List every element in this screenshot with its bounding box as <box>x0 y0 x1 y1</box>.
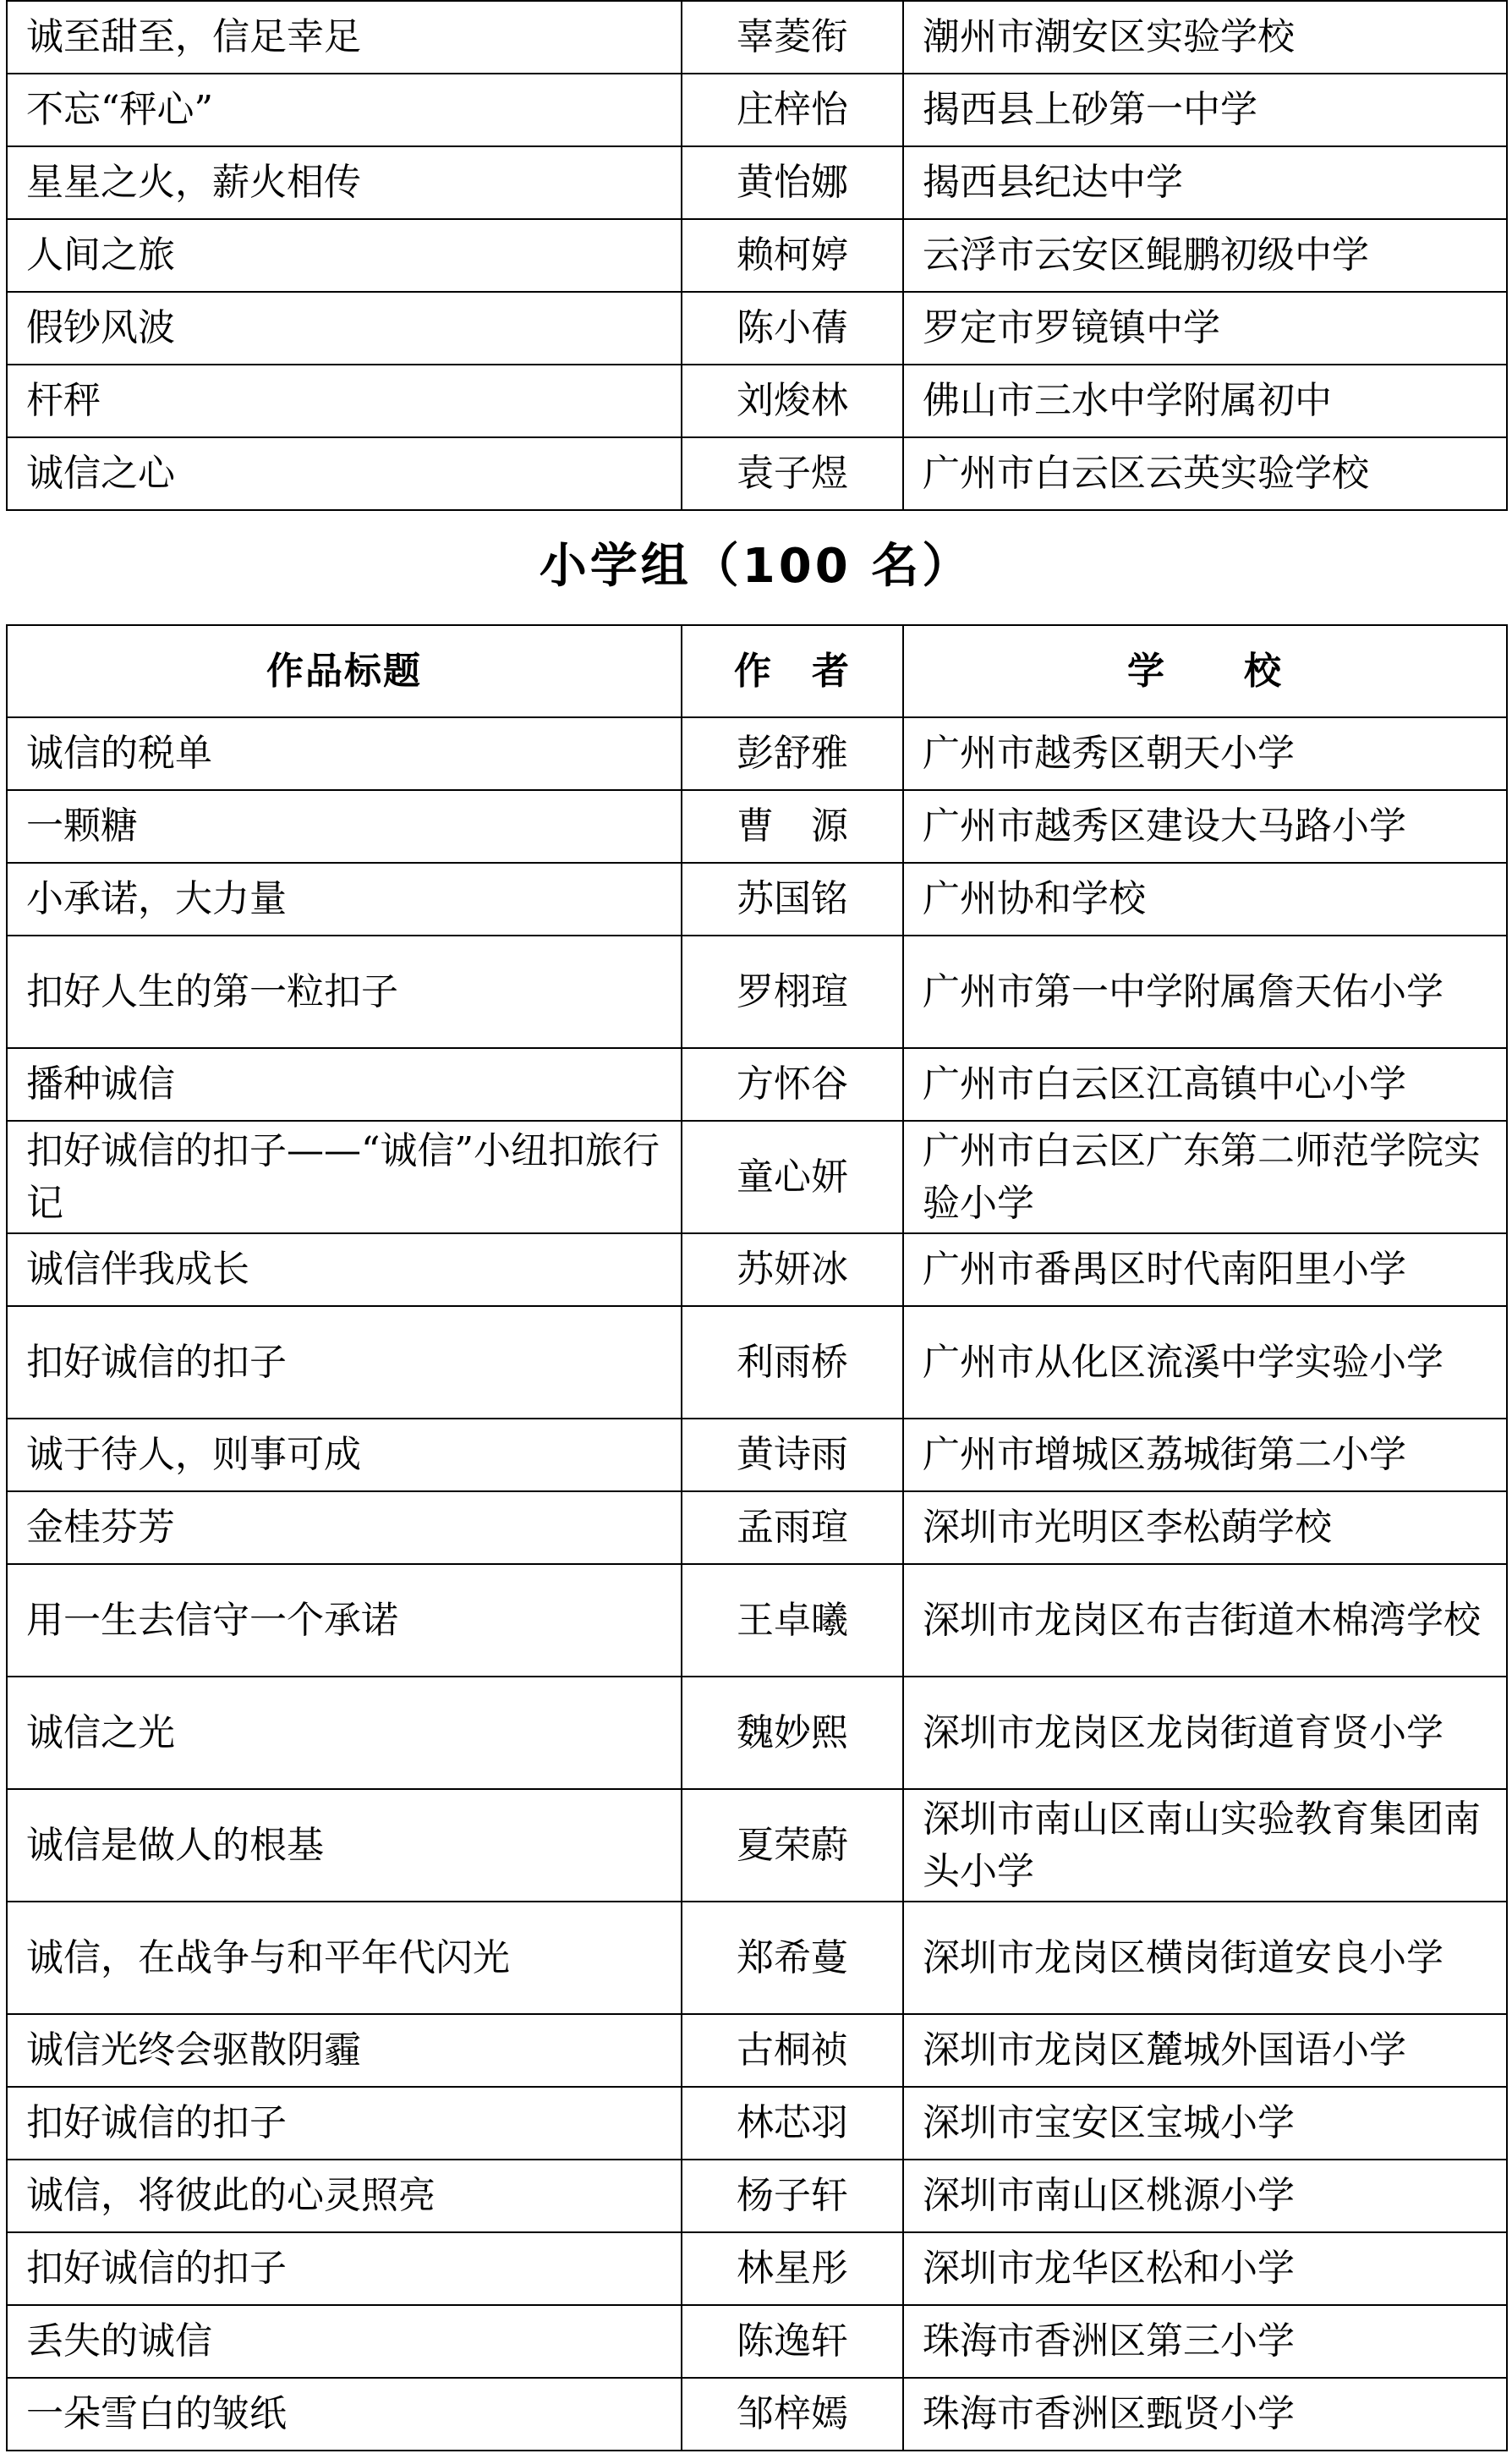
table-row <box>7 2305 1507 2378</box>
author-cell: 罗栩瑄 <box>682 936 903 1048</box>
author-cell: 孟雨瑄 <box>682 1491 903 1564</box>
school-cell: 潮州市潮安区实验学校 <box>903 1 1507 74</box>
work-title-cell: 小承诺，大力量 <box>7 863 682 936</box>
work-title-cell: 扣好诚信的扣子 <box>7 1306 682 1419</box>
author-cell: 苏妍冰 <box>682 1233 903 1306</box>
table-row <box>7 1902 1507 2014</box>
primary-school-table <box>6 624 1508 2451</box>
school-cell: 深圳市龙岗区龙岗街道育贤小学 <box>903 1677 1507 1789</box>
table-row <box>7 2087 1507 2160</box>
table-row <box>7 1564 1507 1677</box>
school-cell: 深圳市龙岗区布吉街道木棉湾学校 <box>903 1564 1507 1677</box>
school-cell: 广州市增城区荔城街第二小学 <box>903 1419 1507 1491</box>
author-cell: 辜菱衔 <box>682 1 903 74</box>
table-row <box>7 1306 1507 1419</box>
author-cell: 彭舒雅 <box>682 717 903 790</box>
table-row <box>7 2378 1507 2451</box>
school-cell: 广州协和学校 <box>903 863 1507 936</box>
author-cell: 陈小蒨 <box>682 292 903 365</box>
author-cell: 古桐祯 <box>682 2014 903 2087</box>
table-row <box>7 936 1507 1048</box>
author-cell: 赖柯婷 <box>682 219 903 292</box>
work-title-cell: 诚信，在战争与和平年代闪光 <box>7 1902 682 2014</box>
table-row <box>7 2160 1507 2232</box>
author-cell: 黄怡娜 <box>682 146 903 219</box>
table-row <box>7 2232 1507 2305</box>
author-cell: 童心妍 <box>682 1121 903 1233</box>
work-title-cell: 诚信的税单 <box>7 717 682 790</box>
school-cell: 珠海市香洲区甄贤小学 <box>903 2378 1507 2451</box>
work-title-cell: 星星之火，薪火相传 <box>7 146 682 219</box>
author-cell: 曹 源 <box>682 790 903 863</box>
work-title-cell: 一朵雪白的皱纸 <box>7 2378 682 2451</box>
work-title-cell: 金桂芬芳 <box>7 1491 682 1564</box>
work-title-cell: 一颗糖 <box>7 790 682 863</box>
work-title-cell: 假钞风波 <box>7 292 682 365</box>
work-title-cell: 诚信光终会驱散阴霾 <box>7 2014 682 2087</box>
table-row <box>7 2014 1507 2087</box>
table-row <box>7 1419 1507 1491</box>
header-school: 学 校 <box>903 625 1507 717</box>
work-title-cell: 杆秤 <box>7 365 682 437</box>
school-cell: 深圳市龙岗区麓城外国语小学 <box>903 2014 1507 2087</box>
work-title-cell: 诚信之心 <box>7 437 682 510</box>
section-title: 小学组（100 名） <box>539 539 973 594</box>
author-cell: 庄梓怡 <box>682 74 903 146</box>
author-cell: 陈逸轩 <box>682 2305 903 2378</box>
author-cell: 黄诗雨 <box>682 1419 903 1491</box>
table-row <box>7 292 1507 365</box>
table-row <box>7 74 1507 146</box>
work-title-cell: 扣好诚信的扣子 <box>7 2232 682 2305</box>
school-cell: 广州市越秀区朝天小学 <box>903 717 1507 790</box>
previous-group-table <box>6 0 1508 511</box>
work-title-cell: 诚信，将彼此的心灵照亮 <box>7 2160 682 2232</box>
author-cell: 邹梓嫣 <box>682 2378 903 2451</box>
author-cell: 利雨桥 <box>682 1306 903 1419</box>
school-cell: 广州市白云区云英实验学校 <box>903 437 1507 510</box>
table-row <box>7 365 1507 437</box>
work-title-cell: 播种诚信 <box>7 1048 682 1121</box>
school-cell: 揭西县纪达中学 <box>903 146 1507 219</box>
author-cell: 郑希蔓 <box>682 1902 903 2014</box>
author-cell: 苏国铭 <box>682 863 903 936</box>
work-title-cell: 诚信之光 <box>7 1677 682 1789</box>
school-cell: 深圳市光明区李松蓢学校 <box>903 1491 1507 1564</box>
work-title-cell: 扣好人生的第一粒扣子 <box>7 936 682 1048</box>
school-cell: 广州市第一中学附属詹天佑小学 <box>903 936 1507 1048</box>
author-cell: 林芯羽 <box>682 2087 903 2160</box>
school-cell: 揭西县上砂第一中学 <box>903 74 1507 146</box>
table-header-row <box>7 625 1507 717</box>
author-cell: 杨子轩 <box>682 2160 903 2232</box>
school-cell: 罗定市罗镜镇中学 <box>903 292 1507 365</box>
school-cell: 深圳市龙华区松和小学 <box>903 2232 1507 2305</box>
work-title-cell: 诚至甜至，信足幸足 <box>7 1 682 74</box>
table-row <box>7 1 1507 74</box>
author-cell: 林星彤 <box>682 2232 903 2305</box>
author-cell: 方怀谷 <box>682 1048 903 1121</box>
work-title-cell: 不忘“秤心” <box>7 74 682 146</box>
school-cell: 珠海市香洲区第三小学 <box>903 2305 1507 2378</box>
author-cell: 刘焌林 <box>682 365 903 437</box>
school-cell: 深圳市南山区南山实验教育集团南头小学 <box>903 1789 1507 1902</box>
work-title-cell: 人间之旅 <box>7 219 682 292</box>
table-row <box>7 1233 1507 1306</box>
table-row <box>7 717 1507 790</box>
work-title-cell: 诚于待人，则事可成 <box>7 1419 682 1491</box>
school-cell: 广州市番禺区时代南阳里小学 <box>903 1233 1507 1306</box>
table-row <box>7 146 1507 219</box>
author-cell: 袁子煜 <box>682 437 903 510</box>
work-title-cell: 诚信伴我成长 <box>7 1233 682 1306</box>
work-title-cell: 扣好诚信的扣子 <box>7 2087 682 2160</box>
school-cell: 深圳市宝安区宝城小学 <box>903 2087 1507 2160</box>
table-row <box>7 1789 1507 1902</box>
work-title-cell: 丢失的诚信 <box>7 2305 682 2378</box>
table-row <box>7 1677 1507 1789</box>
table-row <box>7 219 1507 292</box>
school-cell: 广州市从化区流溪中学实验小学 <box>903 1306 1507 1419</box>
table-row <box>7 1121 1507 1233</box>
school-cell: 佛山市三水中学附属初中 <box>903 365 1507 437</box>
work-title-cell: 扣好诚信的扣子——“诚信”小纽扣旅行记 <box>7 1121 682 1233</box>
table-row <box>7 790 1507 863</box>
school-cell: 深圳市南山区桃源小学 <box>903 2160 1507 2232</box>
school-cell: 广州市越秀区建设大马路小学 <box>903 790 1507 863</box>
table-row <box>7 1048 1507 1121</box>
table-row <box>7 437 1507 510</box>
header-author: 作 者 <box>682 625 903 717</box>
school-cell: 云浮市云安区鲲鹏初级中学 <box>903 219 1507 292</box>
header-work-title: 作品标题 <box>7 625 682 717</box>
table-row <box>7 1491 1507 1564</box>
author-cell: 魏妙熙 <box>682 1677 903 1789</box>
table-row <box>7 863 1507 936</box>
author-cell: 夏荣蔚 <box>682 1789 903 1902</box>
author-cell: 王卓曦 <box>682 1564 903 1677</box>
work-title-cell: 诚信是做人的根基 <box>7 1789 682 1902</box>
work-title-cell: 用一生去信守一个承诺 <box>7 1564 682 1677</box>
school-cell: 广州市白云区广东第二师范学院实验小学 <box>903 1121 1507 1233</box>
school-cell: 广州市白云区江高镇中心小学 <box>903 1048 1507 1121</box>
school-cell: 深圳市龙岗区横岗街道安良小学 <box>903 1902 1507 2014</box>
